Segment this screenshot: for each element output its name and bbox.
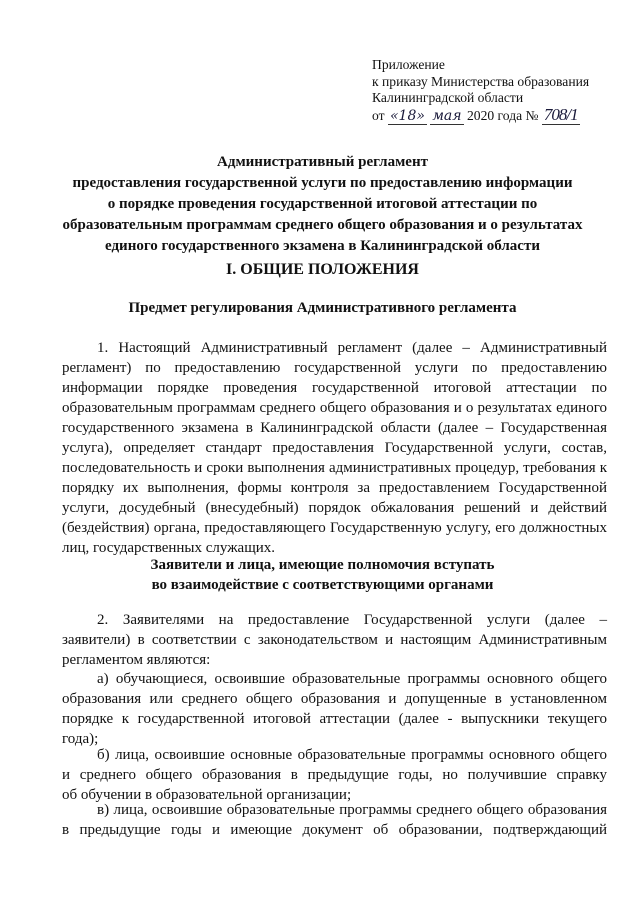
title-line: Административный регламент [217, 154, 428, 170]
appendix-order-ref: к приказу Министерства образования [372, 73, 590, 89]
paragraph-line: услуги, досудебный (внесудебный) порядок обжалования решений и действий [62, 500, 607, 516]
paragraph-1 [62, 338, 607, 558]
title-line: предоставления государственной услуги по предоставлению информации [72, 175, 573, 191]
list-item-a [62, 669, 607, 749]
list-item-b [62, 745, 607, 805]
paragraph-line: информации порядке проведения государственной итоговой аттестации по [62, 380, 607, 396]
appendix-region: Калининградской области [372, 90, 524, 105]
paragraph-line: 2. Заявителями на предоставление Государственной услуги (далее – [97, 612, 607, 628]
paragraph-line: последовательность и сроки выполнения административных процедур, требования к [62, 460, 607, 476]
subsection-line: Заявители и лица, имеющие полномочия вступать [150, 557, 495, 573]
paragraph-line: регламент) по предоставлению государственной услуги по предоставлению [62, 360, 607, 376]
paragraph-line: государственного экзамена в Калининградской области (далее – Государственная [62, 420, 607, 436]
paragraph-line: б) лица, освоившие основные образовательные программы основного общего [97, 747, 607, 763]
paragraph-line: 1. Настоящий Административный регламент (далее – Административный [97, 340, 607, 356]
title-line: о порядке проведения государственной итоговой аттестации по [107, 196, 538, 212]
paragraph-line: в предыдущие годы и имеющие документ об образовании, подтверждающий [62, 822, 607, 838]
subsection-heading-applicants [50, 555, 595, 595]
title-line: образовательным программам среднего общего образования и о результатах [62, 217, 583, 233]
handwritten-month: мая [432, 107, 462, 124]
paragraph-line: в) лица, освоившие образовательные программы среднего общего образования [97, 802, 607, 818]
subsection-line: во взаимодействие с соответствующими органами [151, 577, 494, 593]
appendix-label: Приложение [372, 57, 445, 72]
paragraph-2 [62, 610, 607, 670]
paragraph-line: порядке к государственной итоговой аттестации (далее - выпускники текущего [62, 711, 607, 727]
appendix-date-line [372, 104, 589, 125]
subsection-heading-subject: Предмет регулирования Административного регламента [128, 300, 517, 316]
paragraph-line: и среднего общего образования в предыдущие годы, но получившие справку [62, 767, 607, 783]
paragraph-line: года); [62, 731, 99, 747]
paragraph-line: (бездействия) органа, предоставляющего Государственную услугу, его должностных [62, 520, 607, 536]
paragraph-line: порядку их выполнения, формы контроля за предоставлением Государственной [62, 480, 607, 496]
handwritten-order-number: 708/1 [543, 104, 578, 124]
date-prefix: от [372, 107, 385, 123]
title-line: единого государственного экзамена в Калининградской области [105, 238, 540, 254]
appendix-block [372, 57, 589, 124]
paragraph-line: регламентом являются: [62, 652, 211, 668]
paragraph-line: лиц, государственных служащих. [62, 540, 276, 556]
paragraph-line: образовательным программам среднего общего образования и о результатах единого [62, 400, 607, 416]
paragraph-line: образования или среднего общего образования и допущенные в установленном [62, 691, 607, 707]
list-item-c [62, 800, 607, 840]
paragraph-line: заявители) в соответствии с законодательством и настоящим Административным [62, 632, 607, 648]
handwritten-day: «18» [389, 107, 425, 124]
paragraph-line: об обучении в образовательной организации; [62, 787, 352, 803]
document-title [50, 152, 595, 257]
section-heading: I. ОБЩИЕ ПОЛОЖЕНИЯ [226, 261, 419, 278]
date-year: 2020 года № [466, 107, 539, 123]
paragraph-line: услуга), определяет стандарт предоставления Государственной услуги, состав, [62, 440, 607, 456]
paragraph-line: а) обучающиеся, освоившие образовательные программы основного общего [97, 671, 607, 687]
